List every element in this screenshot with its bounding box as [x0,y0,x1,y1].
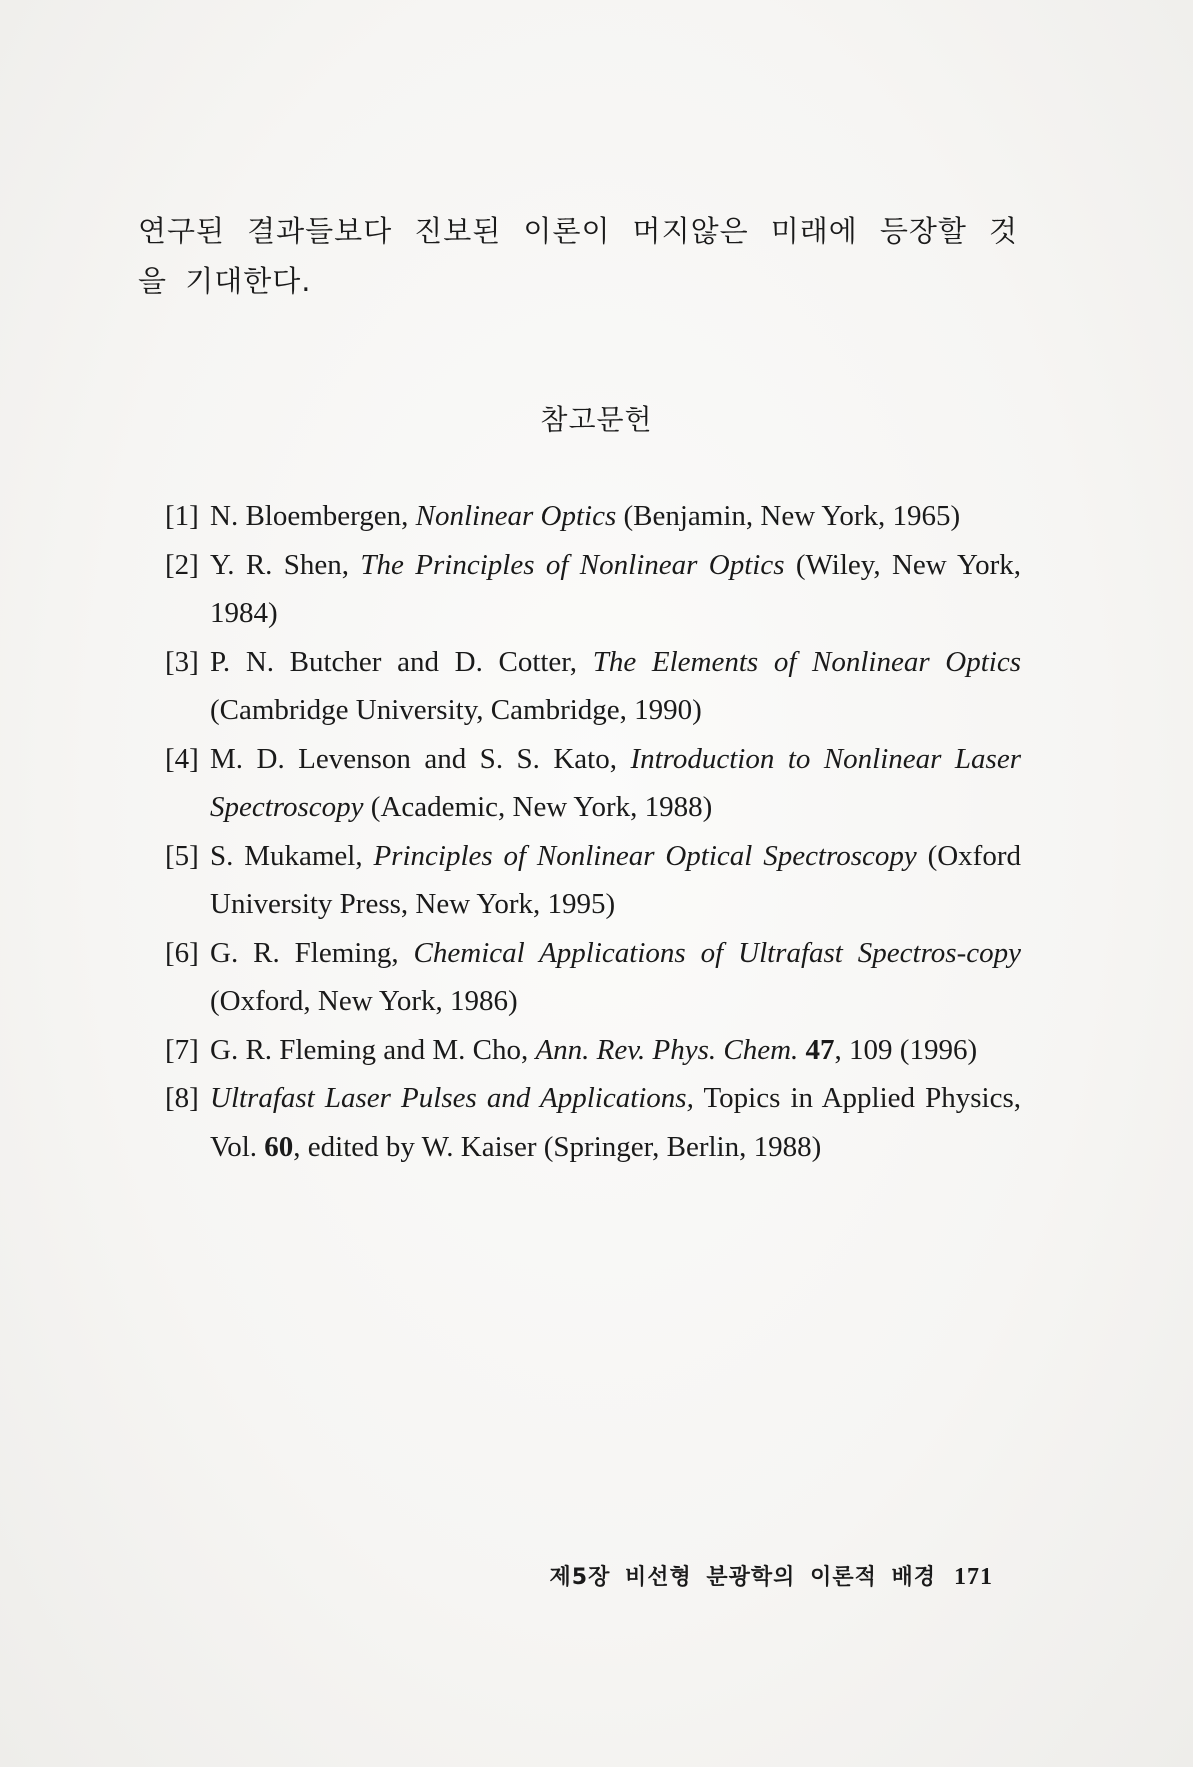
reference-item [165,735,1021,832]
reference-item [165,492,1021,541]
section-title: 참고문헌 [540,403,653,436]
reference-item [165,929,1021,1026]
reference-details: (Academic, New York, 1988) [363,791,713,823]
reference-number: [5] [165,839,199,872]
reference-details: (Cambridge University, Cambridge, 1990) [210,694,702,726]
reference-title: Ann. Rev. Phys. Chem. [535,1033,799,1066]
reference-details: (Benjamin, New York, 1965) [616,500,961,532]
reference-text [210,638,1021,735]
reference-details: Topics in Applied Physics, Vol. [210,1082,1021,1163]
reference-number: [7] [165,1033,199,1066]
reference-item [165,638,1021,735]
chapter-title: 제5장 비선형 분광학의 이론적 배경 [549,1565,936,1590]
reference-volume: 60 [264,1130,294,1163]
reference-details: (Oxford, New York, 1986) [210,985,518,1017]
reference-number: [3] [165,645,199,678]
reference-authors: G. R. Fleming, [210,936,414,969]
reference-item [165,541,1021,638]
reference-item [165,832,1021,929]
reference-title: Principles of Nonlinear Optical Spectroscopy [373,839,917,872]
reference-text [210,492,1021,541]
reference-title: Ultrafast Laser Pulses and Applications, [210,1082,694,1114]
reference-item [165,1074,1021,1171]
reference-number: [8] [165,1082,199,1114]
reference-volume: 47 [798,1033,835,1066]
reference-number: [1] [165,500,199,532]
reference-authors: Y. R. Shen, [210,548,361,581]
reference-text [210,1074,1021,1171]
reference-title: Nonlinear Optics [415,500,617,532]
reference-details: , 109 (1996) [834,1033,978,1066]
reference-list [165,492,1021,1171]
reference-text [210,735,1021,832]
reference-number: [4] [165,742,199,775]
page-footer [550,1560,993,1591]
reference-authors: S. Mukamel, [210,839,374,872]
reference-text [210,832,1021,929]
reference-details: (Oxford University Press, New York, 1995) [210,839,1021,920]
reference-authors: N. Bloembergen, [210,500,416,532]
reference-text [210,541,1021,638]
reference-authors: P. N. Butcher and D. Cotter, [210,645,593,678]
reference-text [210,929,1021,1026]
reference-authors: M. D. Levenson and S. S. Kato, [210,742,631,775]
reference-item [165,1026,1021,1075]
reference-authors: G. R. Fleming and M. Cho, [210,1033,536,1066]
reference-title: The Principles of Nonlinear Optics [360,548,785,581]
reference-title: The Elements of Nonlinear Optics [592,645,1022,678]
reference-details: (Wiley, New York, 1984) [210,548,1021,629]
page-number: 171 [954,1564,993,1590]
intro-paragraph: 연구된 결과들보다 진보된 이론이 머지않은 미래에 등장할 것을 기대한다. [138,214,1018,298]
reference-number: [6] [165,936,199,969]
reference-number: [2] [165,548,199,581]
reference-text [210,1026,1021,1075]
reference-title: Chemical Applications of Ultrafast Spectros-copy [413,936,1021,969]
reference-title: Introduction to Nonlinear Laser Spectroscopy [210,742,1021,823]
reference-details-tail: , edited by W. Kaiser (Springer, Berlin, 1988) [293,1130,822,1163]
